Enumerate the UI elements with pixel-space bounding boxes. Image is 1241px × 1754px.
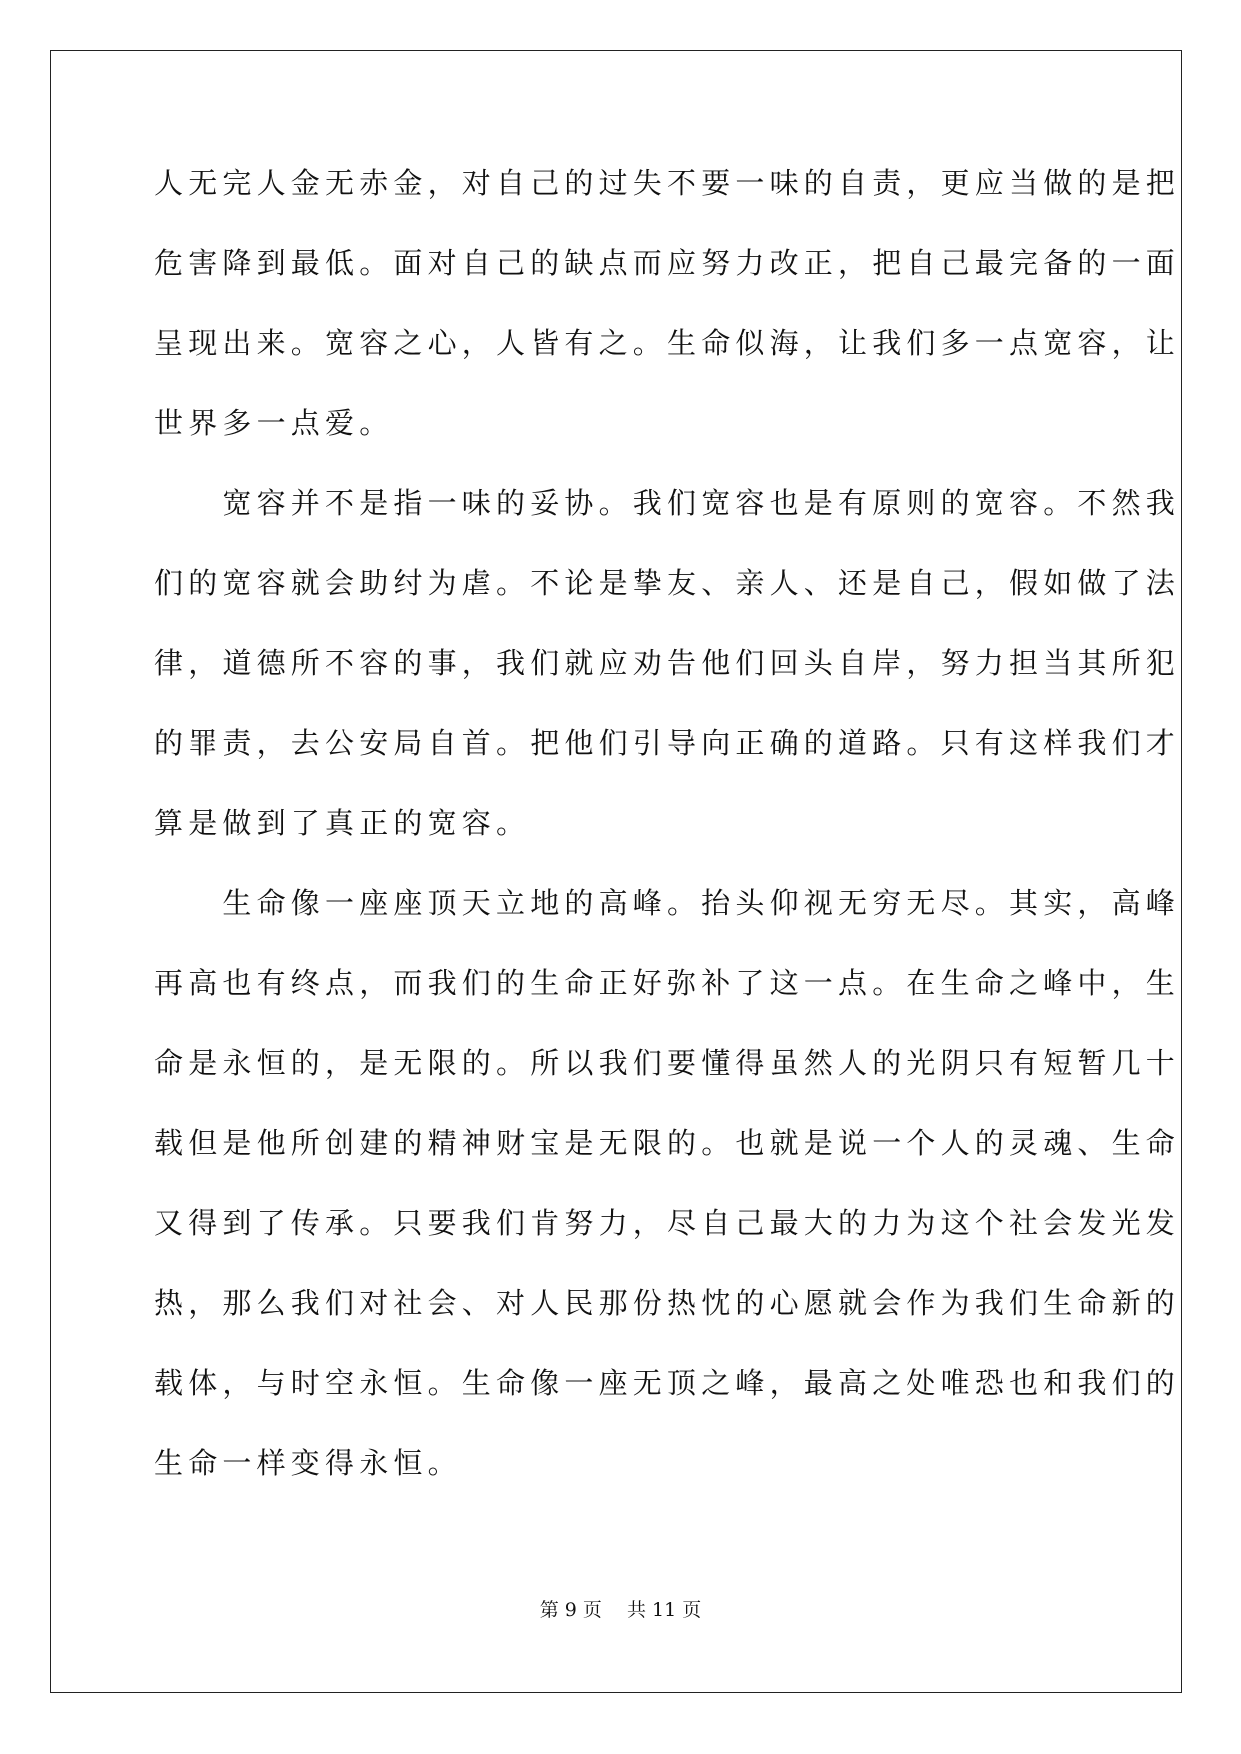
text-line: 的罪责，去公安局自首。把他们引导向正确的道路。只有这样我们才 — [154, 726, 1181, 760]
text-line: 载但是他所创建的精神财宝是无限的。也就是说一个人的灵魂、生命 — [154, 1126, 1181, 1160]
body-text — [154, 164, 1181, 1524]
text-line: 世界多一点爱。 — [154, 406, 394, 440]
text-line: 人无完人金无赤金，对自己的过失不要一味的自责，更应当做的是把 — [154, 166, 1181, 200]
text-line: 危害降到最低。面对自己的缺点而应努力改正，把自己最完备的一面 — [154, 246, 1181, 280]
page-number-footer: 第 9 页 共 11 页 — [539, 1599, 702, 1621]
text-line: 们的宽容就会助纣为虐。不论是挚友、亲人、还是自己，假如做了法 — [154, 566, 1181, 600]
text-line: 载体，与时空永恒。生命像一座无顶之峰，最高之处唯恐也和我们的 — [154, 1366, 1181, 1400]
text-line: 又得到了传承。只要我们肯努力，尽自己最大的力为这个社会发光发 — [154, 1206, 1181, 1240]
text-line: 呈现出来。宽容之心，人皆有之。生命似海，让我们多一点宽容，让 — [154, 326, 1181, 360]
text-line: 宽容并不是指一味的妥协。我们宽容也是有原则的宽容。不然我 — [154, 486, 1181, 520]
text-line: 再高也有终点，而我们的生命正好弥补了这一点。在生命之峰中，生 — [154, 966, 1181, 1000]
text-line: 热，那么我们对社会、对人民那份热忱的心愿就会作为我们生命新的 — [154, 1286, 1181, 1320]
text-line: 生命一样变得永恒。 — [154, 1446, 462, 1480]
text-line: 生命像一座座顶天立地的高峰。抬头仰视无穷无尽。其实，高峰 — [154, 886, 1181, 920]
text-line: 算是做到了真正的宽容。 — [154, 806, 531, 840]
text-line: 命是永恒的，是无限的。所以我们要懂得虽然人的光阴只有短暂几十 — [154, 1046, 1181, 1080]
text-line: 律，道德所不容的事，我们就应劝告他们回头自岸，努力担当其所犯 — [154, 646, 1181, 680]
